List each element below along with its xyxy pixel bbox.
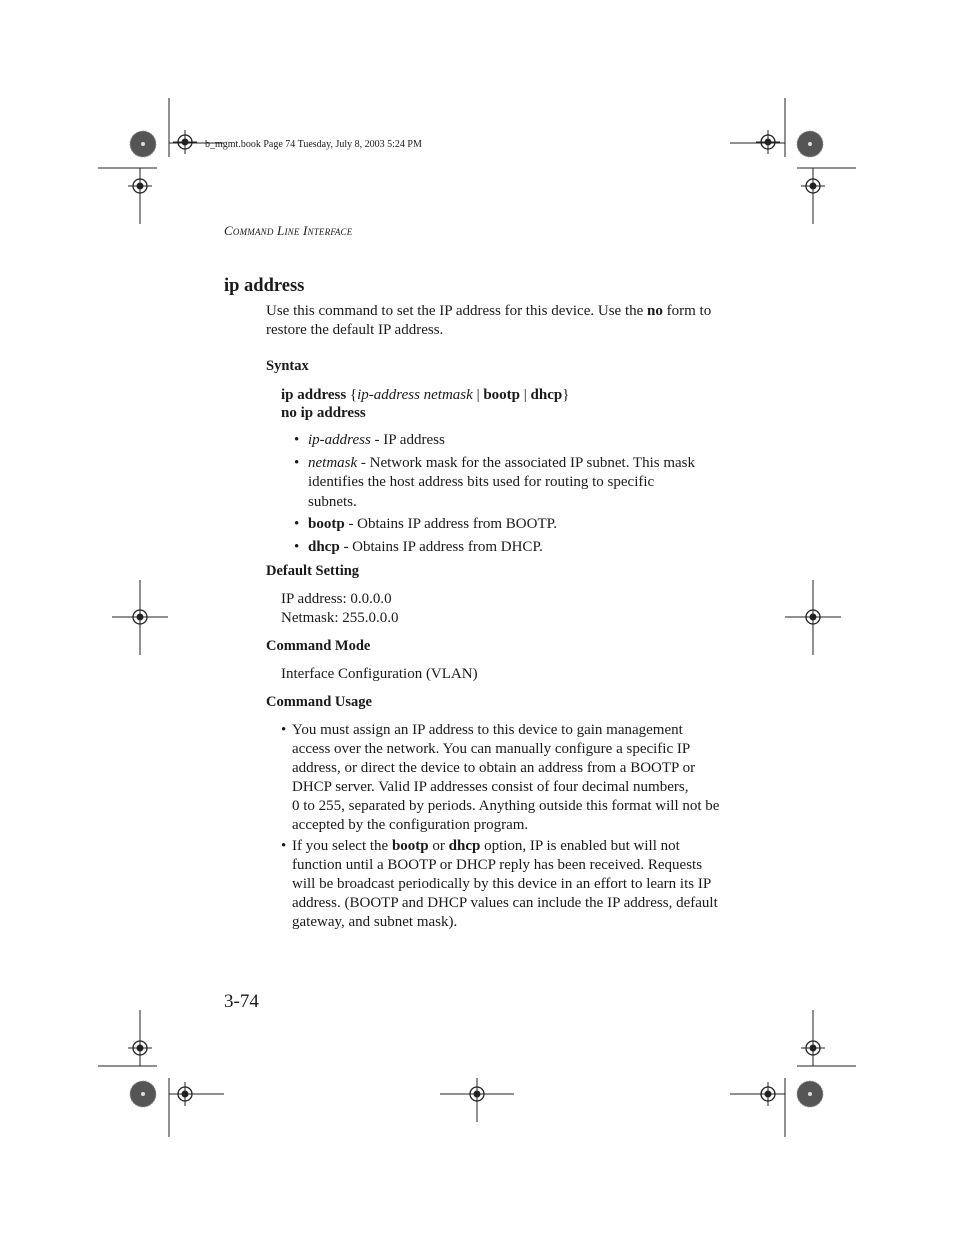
default-ip: IP address: 0.0.0.0: [281, 591, 392, 607]
command-usage-list: [281, 721, 721, 934]
list-item: • You must assign an IP address to this device to gain management access over the network. You can manually configure a specific IP address, or direct the device to obtain an address from a BOOTP or DHCP server. Valid IP addresses consist of four decimal numbers, 0 to 255, separated by periods. Anything outside this format will not be accepted by the configuration program.: [281, 721, 721, 835]
command-usage-heading: Command Usage: [266, 694, 372, 710]
running-head: Command Line Interface: [224, 223, 353, 238]
list-item: • bootp - Obtains IP address from BOOTP.: [294, 515, 724, 535]
parameter-list: [294, 431, 724, 560]
default-setting-values: [281, 590, 399, 628]
command-mode-value: Interface Configuration (VLAN): [281, 666, 478, 682]
syntax-line-2: no ip address: [281, 405, 366, 421]
list-item: • netmask - Network mask for the associated IP subnet. This mask identifies the host address bits used for routing to specific subnets.: [294, 454, 706, 513]
default-setting-heading: Default Setting: [266, 563, 360, 579]
list-item: • If you select the bootp or dhcp option, IP is enabled but will not function until a BOOTP or DHCP reply has been received. Requests will be broadcast periodically by this device in an effort to learn its IP address. (BOOTP and DHCP values can include the IP address, default gateway, and subnet mask).: [281, 837, 721, 932]
list-item: • dhcp - Obtains IP address from DHCP.: [294, 538, 724, 558]
syntax-line-1: ip address {ip-address netmask | bootp | dhcp}: [281, 387, 570, 403]
section-title: ip address: [224, 276, 305, 296]
intro-paragraph: Use this command to set the IP address for this device. Use the no form to restore the default IP address.: [266, 303, 712, 338]
syntax-heading: Syntax: [266, 358, 309, 374]
list-item: • ip-address - IP address: [294, 431, 724, 451]
syntax-block: [281, 386, 569, 422]
command-mode-heading: Command Mode: [266, 638, 371, 654]
page-number: 3-74: [224, 991, 259, 1012]
file-info-slug: b_mgmt.book Page 74 Tuesday, July 8, 2003 5:24 PM: [205, 139, 422, 150]
default-netmask: Netmask: 255.0.0.0: [281, 610, 399, 626]
